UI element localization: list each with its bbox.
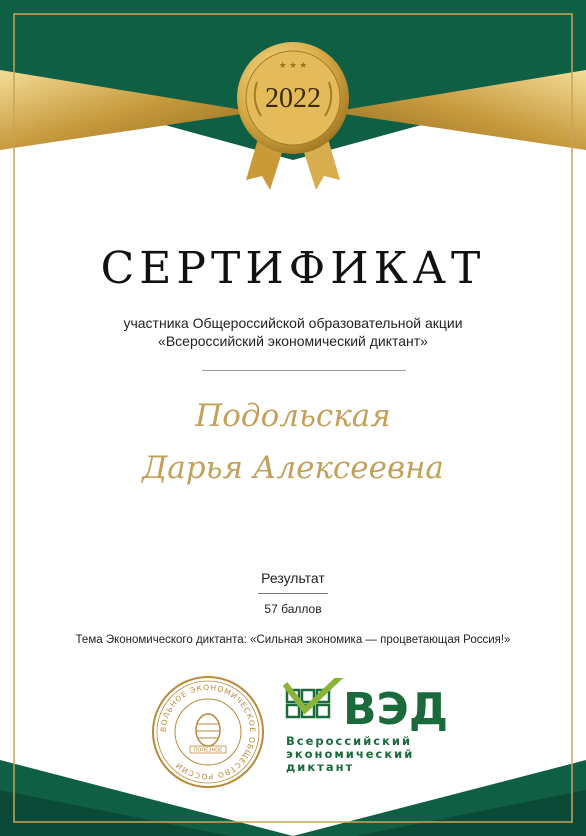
subtitle-line-2: «Всероссийский экономический диктант» xyxy=(158,333,428,349)
result-value: 57 баллов xyxy=(264,602,322,616)
result-divider xyxy=(258,593,328,594)
subtitle-line-1: участника Общероссийской образовательной акции xyxy=(123,315,463,331)
medal-year: 2022 xyxy=(265,83,321,114)
result-label: Результат xyxy=(261,570,325,586)
logo-line-1: Всероссийский xyxy=(286,734,413,748)
svg-text:ВОЛЬНОЕ ЭКОНОМИЧЕСКОЕ ОБЩЕСТВО xyxy=(159,683,257,781)
logo-abbr: ВЭД xyxy=(343,684,448,735)
logo-line-3: диктант xyxy=(286,760,355,774)
recipient-first-names: Дарья Алексеевна xyxy=(142,450,444,486)
divider xyxy=(202,370,406,371)
certificate-title: СЕРТИФИКАТ xyxy=(100,243,486,294)
seal-center-text: ПОЛЕЗНОЕ xyxy=(193,747,223,754)
logo-line-2: экономический xyxy=(286,747,415,761)
dictation-topic: Тема Экономического диктанта: «Сильная экономика — процветающая Россия!» xyxy=(75,634,511,646)
recipient-last-name: Подольская xyxy=(195,398,391,434)
svg-text:★ ★ ★: ★ ★ ★ xyxy=(278,60,308,70)
society-seal xyxy=(150,674,266,790)
seal-ring-text: ВОЛЬНОЕ ЭКОНОМИЧЕСКОЕ ОБЩЕСТВО РОССИИ xyxy=(158,682,258,782)
